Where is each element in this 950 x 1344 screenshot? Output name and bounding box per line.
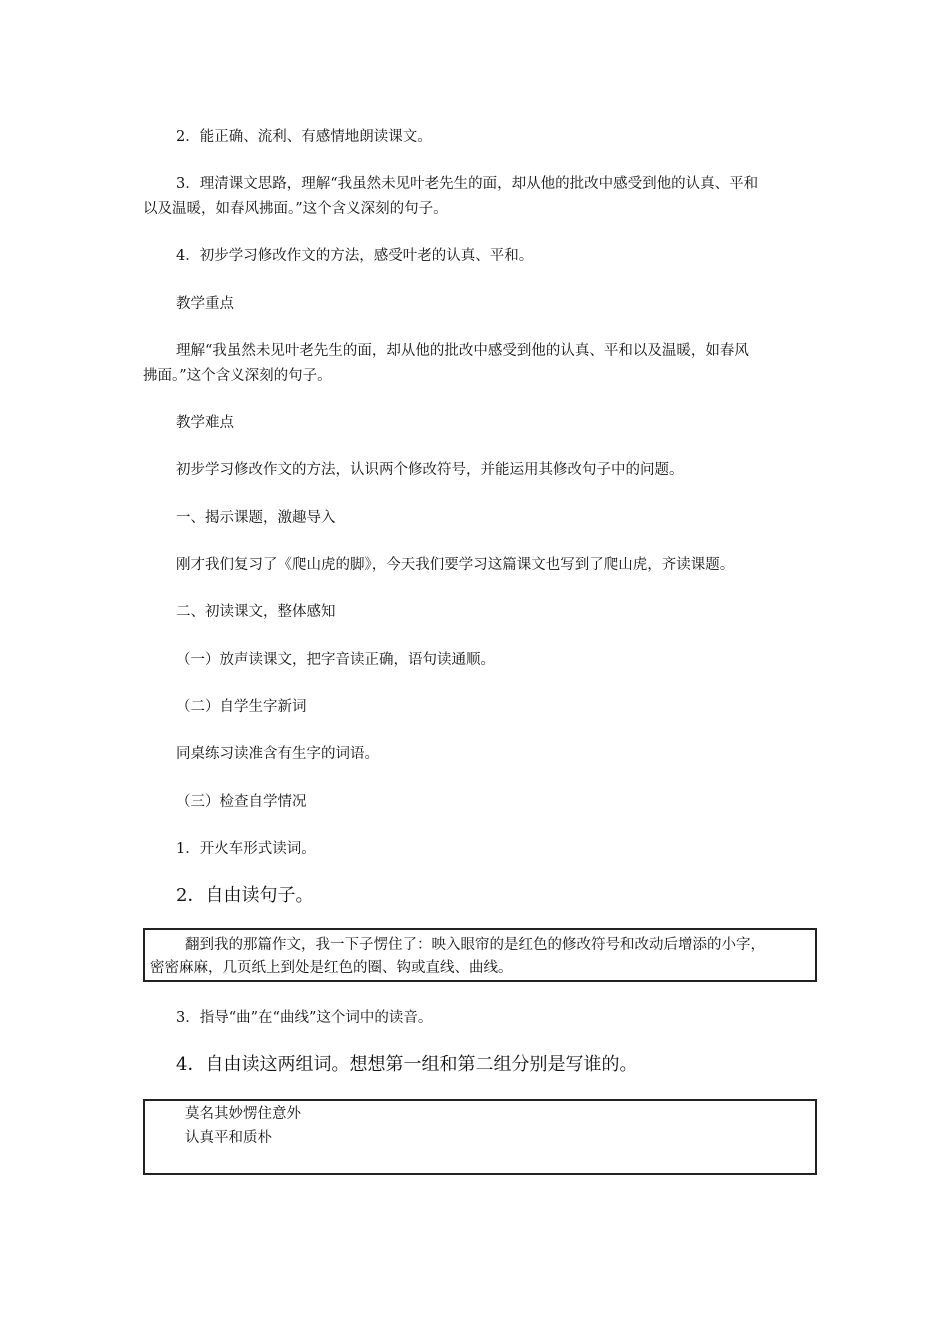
- step-3: 3．指导“曲”在“曲线”这个词中的读音。: [176, 1010, 433, 1026]
- step-2: 2．自由读句子。: [176, 885, 314, 906]
- objective-3-line1: 3．理清课文思路，理解“我虽然未见叶老先生的面，却从他的批改中感受到他的认真、平和: [176, 176, 759, 192]
- section-1-text: 刚才我们复习了《爬山虎的脚》，今天我们要学习这篇课文也写到了爬山虎，齐读课题。: [176, 557, 735, 573]
- word-group-2: 认真平和质朴: [185, 1130, 272, 1146]
- sentence-box-line2: 密密麻麻，几页纸上到处是红色的圈、钩或直线、曲线。: [150, 960, 513, 976]
- objective-4: 4．初步学习修改作文的方法，感受叶老的认真、平和。: [176, 248, 534, 264]
- step-4: 4．自由读这两组词。想想第一组和第二组分别是写谁的。: [176, 1054, 638, 1075]
- section-2-heading: 二、初读课文，整体感知: [176, 604, 336, 620]
- subsection-1: （一）放声读课文，把字音读正确，语句读通顺。: [176, 652, 495, 668]
- sentence-box-line1: 翻到我的那篇作文，我一下子愣住了：映入眼帘的是红色的修改符号和改动后增添的小字，: [185, 937, 765, 953]
- focus-heading: 教学重点: [176, 296, 234, 312]
- word-group-1: 莫名其妙愣住意外: [185, 1106, 301, 1122]
- word-groups-box: [143, 1099, 817, 1175]
- subsection-3: （三）检查自学情况: [176, 794, 307, 810]
- difficulty-heading: 教学难点: [176, 415, 234, 431]
- subsection-2: （二）自学生字新词: [176, 699, 307, 715]
- sentence-box: [143, 928, 817, 982]
- section-1-heading: 一、揭示课题，激趣导入: [176, 510, 336, 526]
- objective-3-line2: 以及温暖，如春风拂面。”这个含义深刻的句子。: [143, 201, 448, 217]
- focus-text-line1: 理解“我虽然未见叶老先生的面，却从他的批改中感受到他的认真、平和以及温暖，如春风: [176, 343, 749, 359]
- subsection-2-text: 同桌练习读准含有生字的词语。: [176, 746, 379, 762]
- focus-text-line2: 拂面。”这个含义深刻的句子。: [143, 368, 332, 384]
- step-1: 1．开火车形式读词。: [176, 841, 316, 857]
- objective-2: 2．能正确、流利、有感情地朗读课文。: [176, 129, 432, 145]
- difficulty-text: 初步学习修改作文的方法，认识两个修改符号，并能运用其修改句子中的问题。: [176, 462, 684, 478]
